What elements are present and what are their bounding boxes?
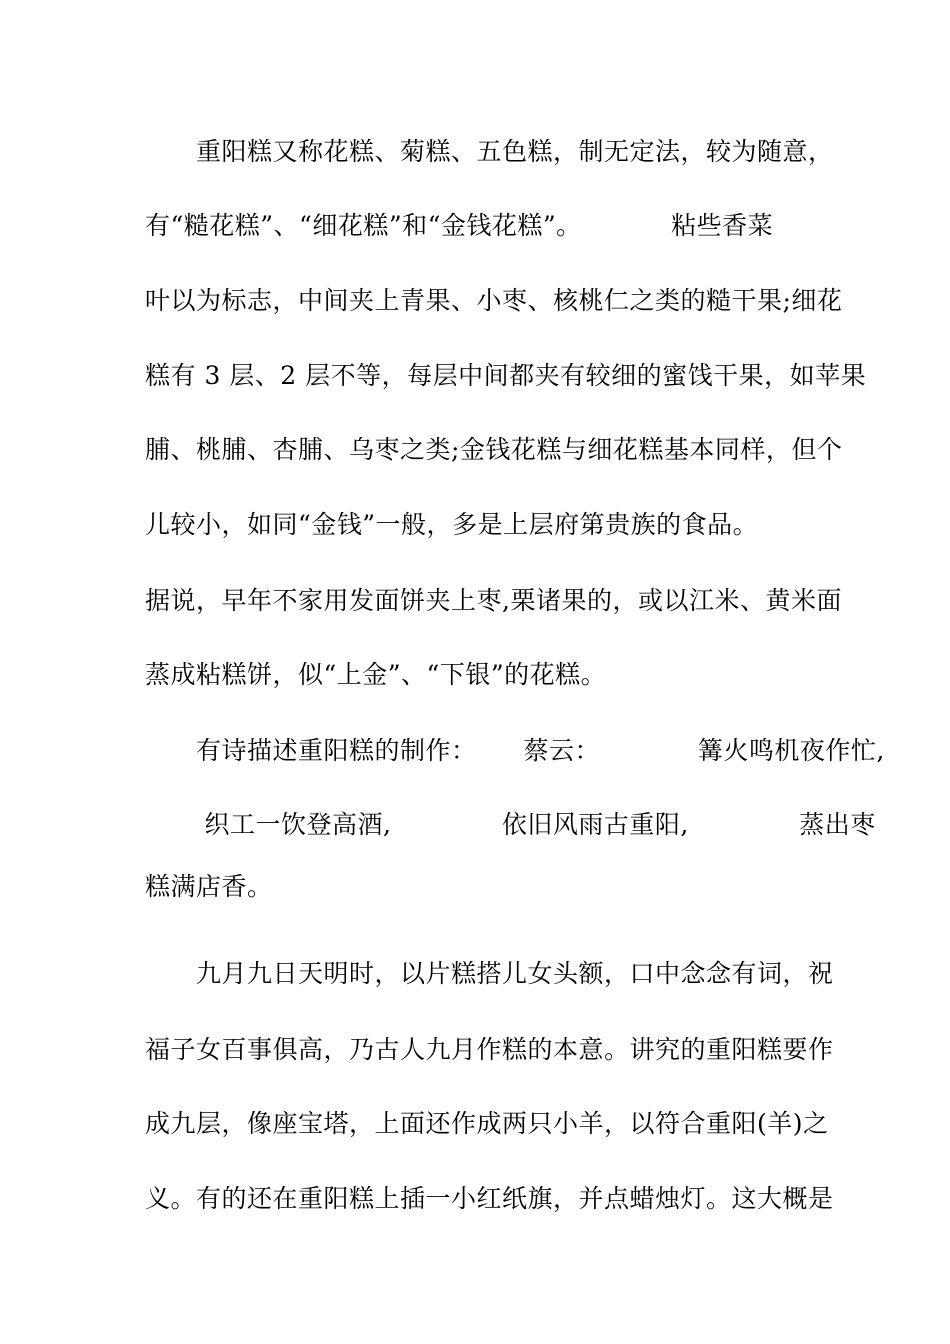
text-line: 糕满店香。: [145, 872, 273, 901]
text-line: 成九层，像座宝塔，上面还作成两只小羊，以符合重阳(羊)之: [145, 1109, 829, 1138]
text-line: 儿较小，如同“金钱”一般，多是上层府第贵族的食品。: [145, 510, 759, 539]
text-line: 据说，早年不家用发面饼夹上枣,栗诸果的，或以江米、黄米面: [145, 586, 842, 615]
text-line: 蒸成粘糕饼，似“上金”、“下银”的花糕。: [145, 660, 607, 689]
text-line: 有诗描述重阳糕的制作： 蔡云： 篝火鸣机夜作忙,: [145, 736, 885, 765]
text-line: 九月九日天明时，以片糕搭儿女头额，口中念念有词，祝: [145, 959, 834, 988]
text-line: 织工一饮登高酒, 依旧风雨古重阳, 蒸出枣: [145, 810, 876, 839]
text-line: 糕有 3 层、2 层不等，每层中间都夹有较细的蜜饯干果，如苹果: [145, 361, 867, 390]
text-line: 有“糙花糕”、“细花糕”和“金钱花糕”。 粘些香菜: [145, 211, 774, 240]
text-line: 福子女百事俱高，乃古人九月作糕的本意。讲究的重阳糕要作: [145, 1035, 834, 1064]
text-line: 义。有的还在重阳糕上插一小红纸旗，并点蜡烛灯。这大概是: [145, 1184, 834, 1213]
text-line: 重阳糕又称花糕、菊糕、五色糕，制无定法，较为随意，: [145, 137, 834, 166]
text-line: 叶以为标志，中间夹上青果、小枣、核桃仁之类的糙干果;细花: [145, 286, 843, 315]
text-line: 脯、桃脯、杏脯、乌枣之类;金钱花糕与细花糕基本同样，但个: [145, 435, 843, 464]
